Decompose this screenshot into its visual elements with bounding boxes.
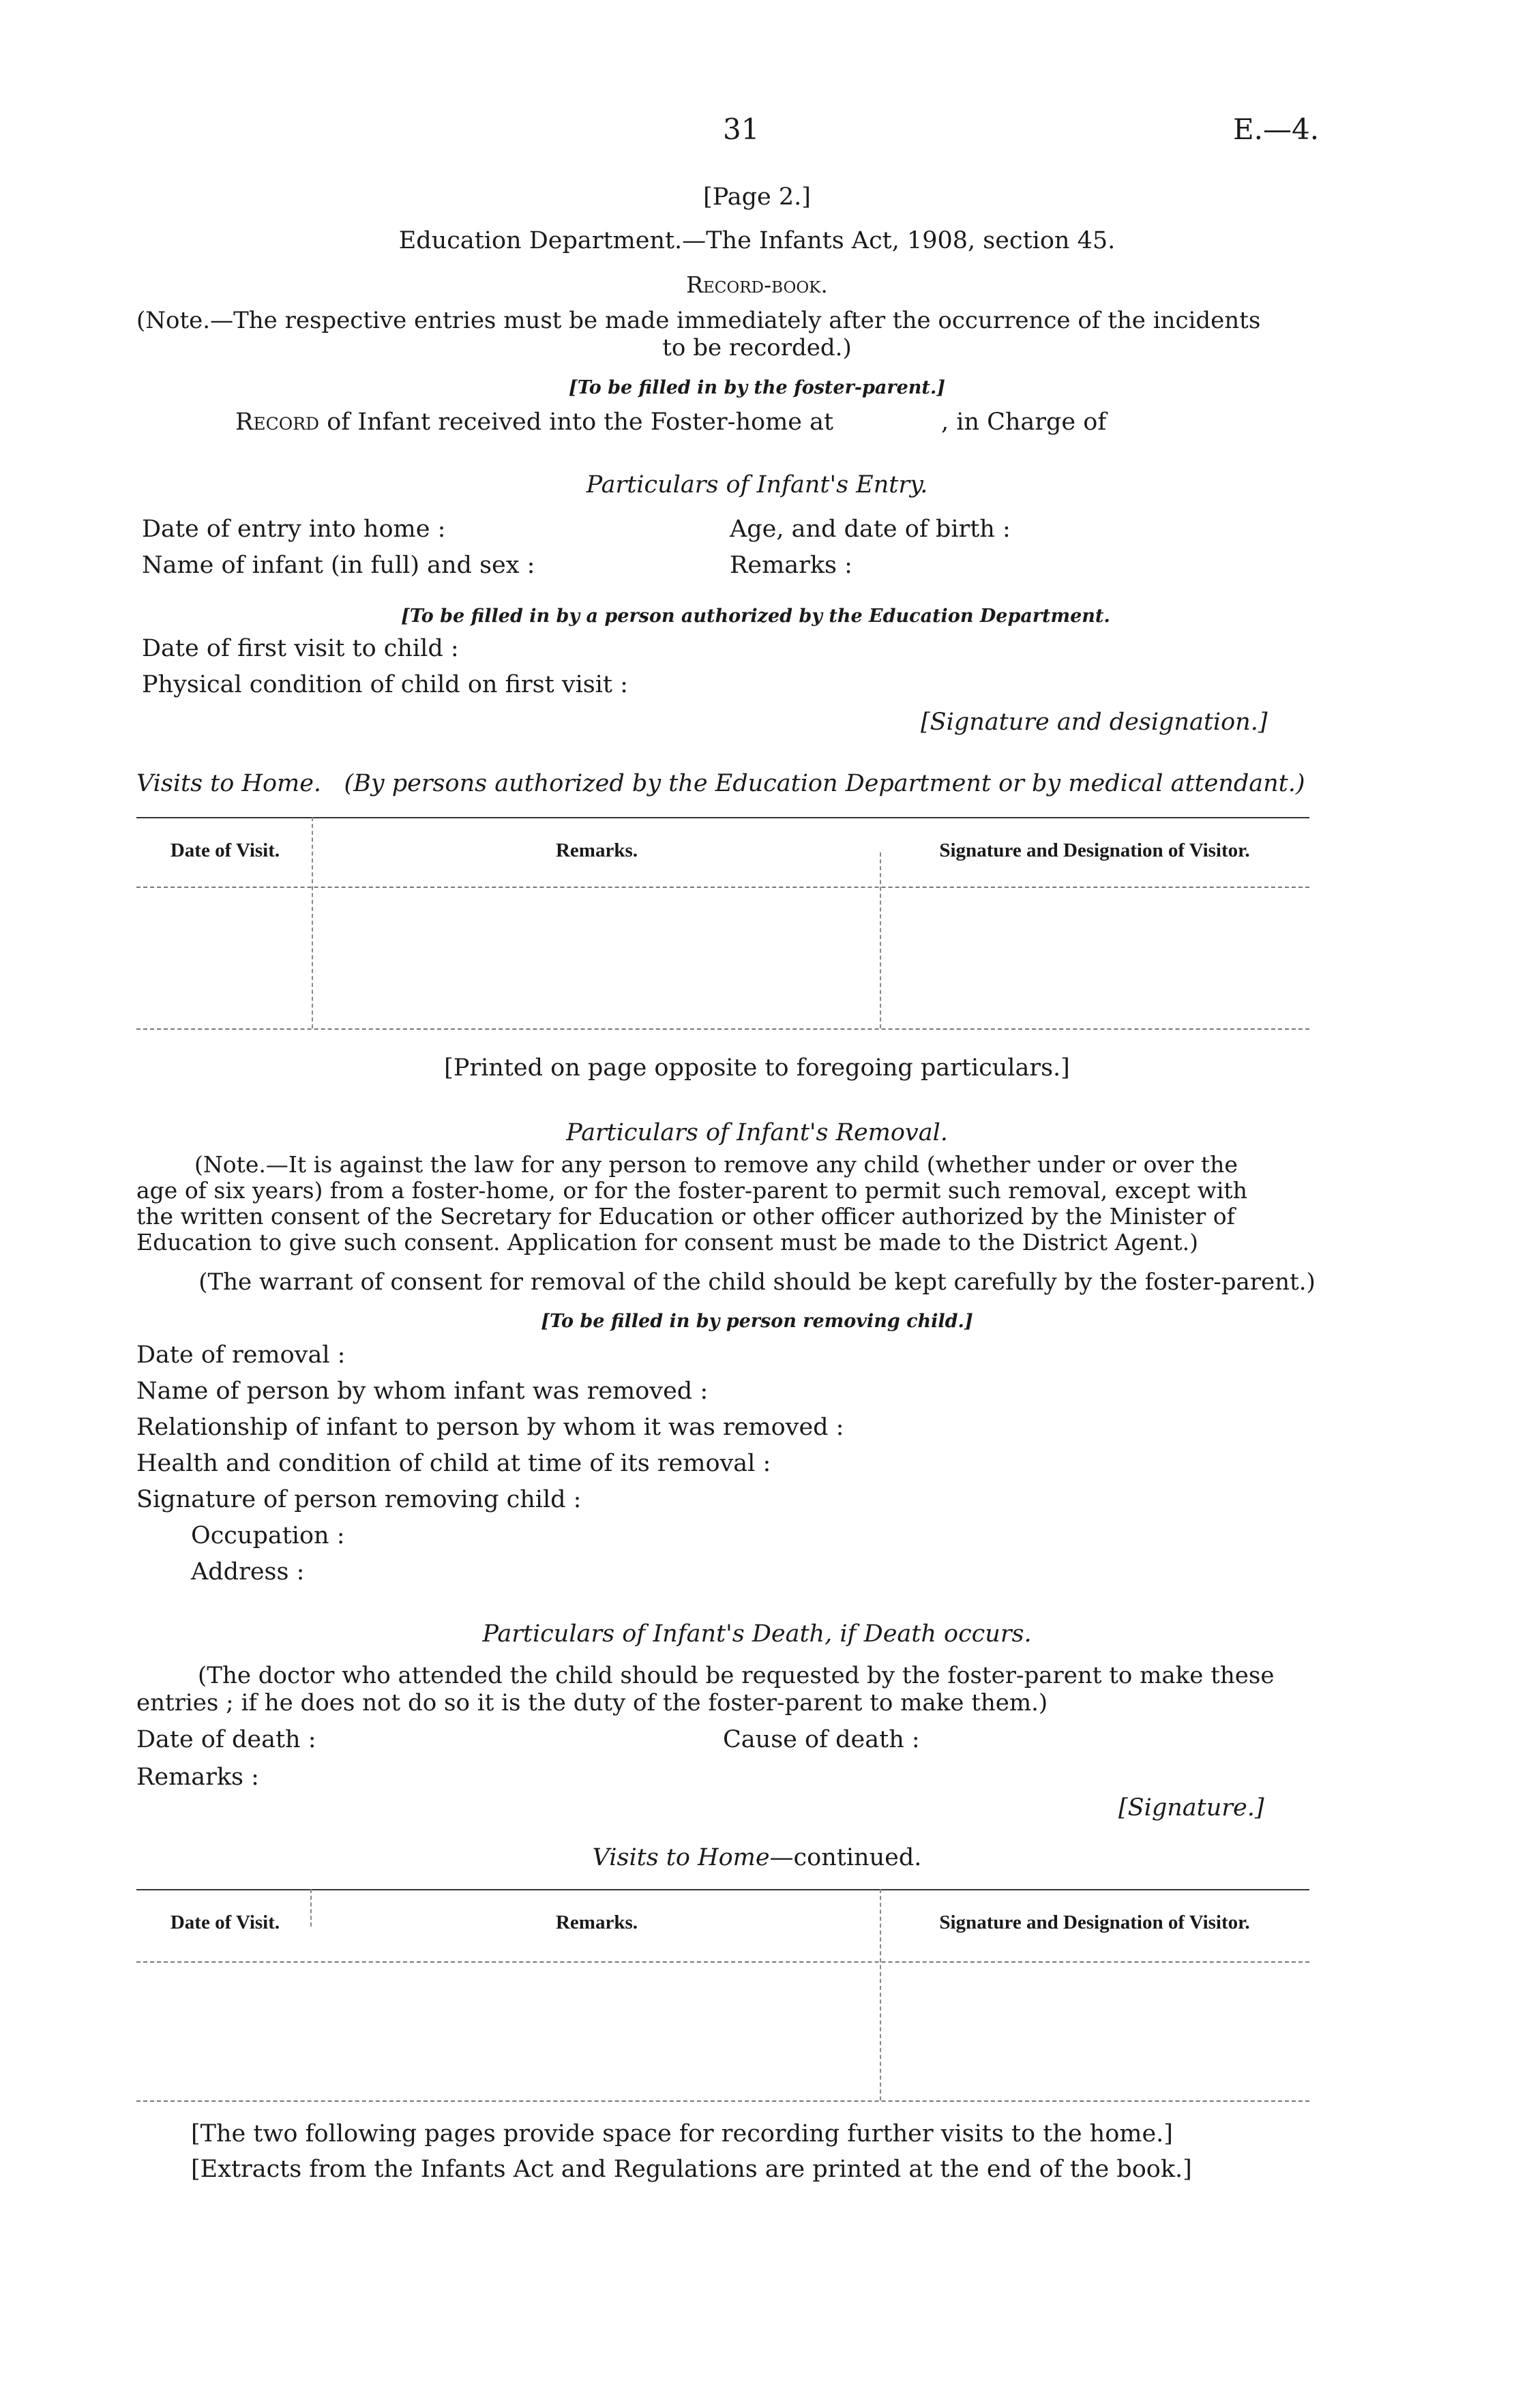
footer-line-2: [Extracts from the Infants Act and Regulations are printed at the end of the book.]	[191, 2156, 1192, 2183]
record-charge: , in Charge of	[941, 408, 1107, 436]
record-mid: of Infant received into the Foster-home at	[327, 408, 834, 436]
page-number: 31	[723, 113, 760, 146]
col-date-of-visit: Date of Visit.	[170, 1912, 280, 1933]
death-heading: Particulars of Infant's Death, if Death occurs.	[482, 1620, 1032, 1648]
table-header-rule	[136, 1961, 1309, 1963]
death-note-line-2: entries ; if he does not do so it is the duty of the foster-parent to make them.)	[136, 1689, 1048, 1716]
table-col-divider	[880, 852, 881, 1028]
table-top-rule	[136, 1889, 1309, 1890]
name-sex-label: Name of infant (in full) and sex :	[142, 552, 535, 579]
removal-health-label: Health and condition of child at time of its removal :	[136, 1450, 771, 1477]
first-visit-label: Date of first visit to child :	[142, 635, 459, 662]
department-line: Education Department.—The Infants Act, 1908, section 45.	[398, 227, 1116, 254]
record-line	[235, 408, 833, 436]
table-header-rule	[136, 887, 1309, 888]
address-label: Address :	[191, 1558, 305, 1586]
table-col-divider	[312, 817, 313, 1028]
visits-continued-rest: —continued.	[769, 1844, 922, 1871]
authorized-note: [To be filled in by a person authorized by the Education Department.	[401, 606, 1110, 627]
record-book-title: Record-book.	[686, 271, 828, 298]
visits-heading-line	[136, 769, 1305, 798]
signature-designation: [Signature and designation.]	[921, 709, 1268, 736]
death-remarks-label: Remarks :	[136, 1764, 259, 1791]
col-signature-visitor: Signature and Designation of Visitor.	[939, 839, 1250, 861]
note-line-2: to be recorded.)	[662, 334, 852, 361]
removal-note-line-1: (Note.—It is against the law for any person to remove any child (whether under or over the	[194, 1151, 1238, 1178]
removal-date-label: Date of removal :	[136, 1341, 346, 1369]
date-of-entry-label: Date of entry into home :	[142, 516, 446, 543]
removal-fill-note: [To be filled in by person removing child.]	[541, 1311, 973, 1332]
removal-note-line-2: age of six years) from a foster-home, or for the foster-parent to permit such removal, except with	[136, 1177, 1247, 1204]
removal-signature-label: Signature of person removing child :	[136, 1486, 582, 1513]
col-remarks: Remarks.	[555, 839, 638, 861]
warrant-note: (The warrant of consent for removal of the child should be kept carefully by the foster-parent.)	[198, 1268, 1316, 1296]
removal-note-line-4: Education to give such consent. Application for consent must be made to the District Agent.)	[136, 1229, 1198, 1255]
note-line-1: (Note.—The respective entries must be made immediately after the occurrence of the incidents	[136, 307, 1261, 334]
death-note-line-1: (The doctor who attended the child should be requested by the foster-parent to make these	[198, 1662, 1275, 1689]
table-col-divider	[310, 1889, 312, 1927]
table-bottom-rule	[136, 1028, 1309, 1030]
record-prefix: Record	[235, 408, 320, 436]
foster-parent-note: [To be filled in by the foster-parent.]	[568, 377, 946, 398]
physical-condition-label: Physical condition of child on first visit :	[142, 671, 628, 698]
footer-line-1: [The two following pages provide space for recording further visits to the home.]	[191, 2120, 1173, 2147]
visits-heading: Visits to Home.	[136, 770, 322, 797]
page-label: [Page 2.]	[703, 183, 811, 211]
visits-continued-italic: Visits to Home	[592, 1844, 770, 1871]
visits-subheading: (By persons authorized by the Education Department or by medical attendant.)	[344, 770, 1305, 797]
removal-person-label: Name of person by whom infant was removed :	[136, 1378, 709, 1405]
entry-remarks-label: Remarks :	[730, 552, 852, 579]
age-birth-label: Age, and date of birth :	[730, 516, 1011, 543]
col-signature-visitor: Signature and Designation of Visitor.	[939, 1912, 1250, 1933]
removal-heading: Particulars of Infant's Removal.	[566, 1119, 948, 1146]
series-code: E.—4.	[1233, 113, 1320, 146]
opposite-note: [Printed on page opposite to foregoing particulars.]	[444, 1054, 1070, 1082]
cause-of-death-label: Cause of death :	[723, 1726, 920, 1753]
death-signature: [Signature.]	[1118, 1794, 1264, 1822]
table-bottom-rule	[136, 2100, 1309, 2102]
removal-note-line-3: the written consent of the Secretary for Education or other officer authorized by the Minister of	[136, 1203, 1235, 1230]
table-col-divider	[880, 1889, 881, 2100]
col-remarks: Remarks.	[555, 1912, 638, 1933]
date-of-death-label: Date of death :	[136, 1726, 316, 1753]
col-date-of-visit: Date of Visit.	[170, 839, 280, 861]
entry-heading: Particulars of Infant's Entry.	[586, 471, 928, 499]
visits-continued-heading	[0, 1843, 1514, 1872]
removal-relationship-label: Relationship of infant to person by whom it was removed :	[136, 1414, 844, 1441]
occupation-label: Occupation :	[191, 1522, 345, 1549]
